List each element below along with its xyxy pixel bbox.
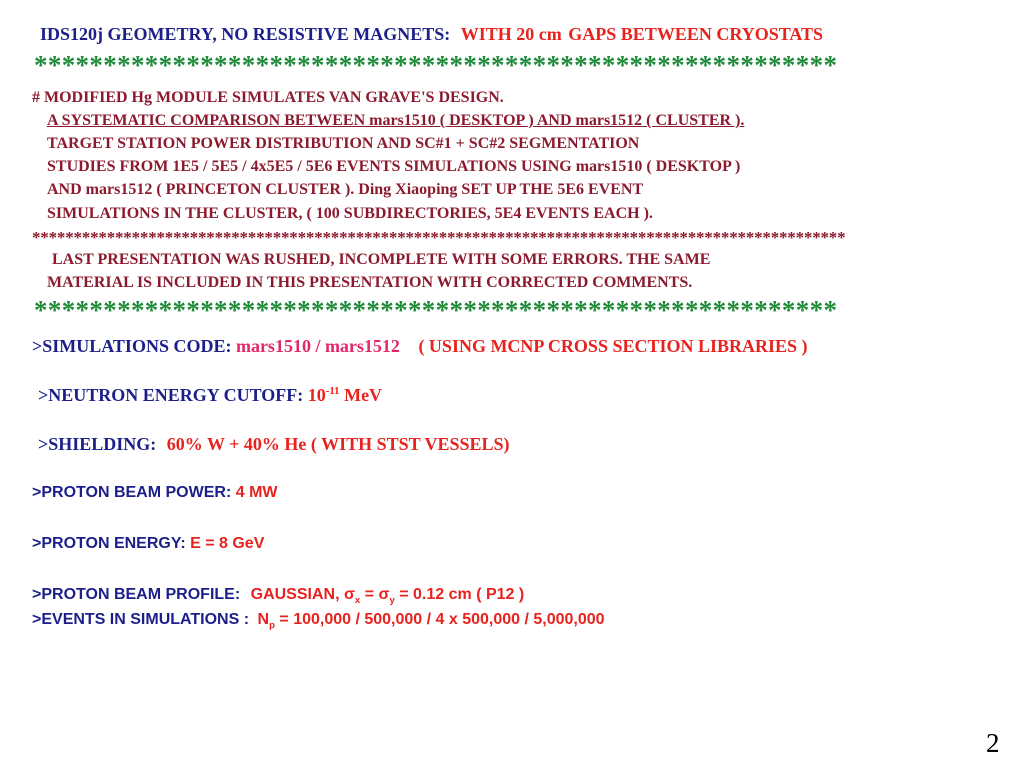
events-line: [32, 611, 605, 631]
events-counts: = 100,000 / 500,000 / 4 x 500,000 / 5,000,000: [274, 611, 605, 628]
star-divider-small: **************************************************************************************************: [32, 228, 846, 247]
simulation-code-value: mars1510 / mars1512: [235, 336, 400, 356]
beam-profile-gaussian: GAUSSIAN, σ: [250, 586, 355, 603]
events-n: N: [257, 611, 270, 628]
events-value: [257, 611, 605, 632]
beam-power-label: >PROTON BEAM POWER:: [32, 484, 232, 501]
modified-text-1: MODIFIED Hg MODULE SIMULATES VAN GRAVE'S DESIGN.: [44, 89, 504, 106]
title-part2: WITH 20 cm: [460, 24, 562, 44]
beam-power-value: 4 MW: [235, 484, 278, 501]
proton-energy-line: [32, 535, 264, 553]
title-part1: IDS120j GEOMETRY, NO RESISTIVE MAGNETS:: [40, 24, 451, 44]
beam-profile-line: [32, 586, 524, 606]
sigma-y-subscript: y: [389, 595, 395, 607]
neutron-cutoff-line: [38, 385, 382, 406]
proton-energy-value: E = 8 GeV: [190, 535, 265, 552]
star-divider-bottom: **********************************************************: [34, 295, 838, 325]
page-number: 2: [986, 728, 1000, 758]
simulation-code-label: >SIMULATIONS CODE:: [32, 336, 232, 356]
neutron-cutoff-unit: MeV: [344, 385, 383, 405]
neutron-cutoff-label: >NEUTRON ENERGY CUTOFF:: [38, 385, 304, 405]
modified-line-4: STUDIES FROM 1E5 / 5E5 / 4x5E5 / 5E6 EVENTS SIMULATIONS USING mars1510 ( DESKTOP ): [47, 158, 741, 175]
neutron-cutoff-exponent: -11: [325, 385, 340, 397]
modified-line-2: A SYSTEMATIC COMPARISON BETWEEN mars1510 ( DESKTOP ) AND mars1512 ( CLUSTER ).: [47, 112, 745, 129]
shielding-label: >SHIELDING:: [38, 434, 157, 454]
shielding-value: 60% W + 40% He ( WITH STST VESSELS): [166, 434, 510, 454]
star-divider-top: **********************************************************: [34, 50, 838, 80]
last-presentation-line-2: MATERIAL IS INCLUDED IN THIS PRESENTATION WITH CORRECTED COMMENTS.: [47, 274, 693, 291]
beam-power-line: [32, 484, 278, 502]
title-part3: GAPS BETWEEN CRYOSTATS: [568, 24, 824, 44]
beam-profile-value: [250, 586, 525, 607]
beam-profile-equals: = σ: [360, 586, 390, 603]
beam-profile-size: = 0.12 cm ( P12 ): [394, 586, 525, 603]
neutron-cutoff-base: 10: [307, 385, 326, 405]
shielding-line: [38, 434, 510, 455]
simulation-code-line: [32, 336, 808, 357]
last-presentation-line-1: LAST PRESENTATION WAS RUSHED, INCOMPLETE WITH SOME ERRORS. THE SAME: [52, 251, 711, 268]
modified-line-5: AND mars1512 ( PRINCETON CLUSTER ). Ding Xiaoping SET UP THE 5E6 EVENT: [47, 181, 644, 198]
simulation-code-note: ( USING MCNP CROSS SECTION LIBRARIES ): [418, 336, 808, 356]
modified-line-1: [32, 89, 504, 107]
hash-symbol: #: [32, 89, 40, 106]
modified-line-3: TARGET STATION POWER DISTRIBUTION AND SC#1 + SC#2 SEGMENTATION: [47, 135, 640, 152]
events-label: >EVENTS IN SIMULATIONS :: [32, 611, 250, 628]
proton-energy-label: >PROTON ENERGY:: [32, 535, 186, 552]
sigma-x-subscript: x: [354, 595, 361, 607]
beam-profile-label: >PROTON BEAM PROFILE:: [32, 586, 241, 603]
events-n-subscript: p: [269, 620, 275, 632]
modified-line-6: SIMULATIONS IN THE CLUSTER, ( 100 SUBDIRECTORIES, 5E4 EVENTS EACH ).: [47, 205, 653, 222]
slide-title: [40, 24, 823, 45]
